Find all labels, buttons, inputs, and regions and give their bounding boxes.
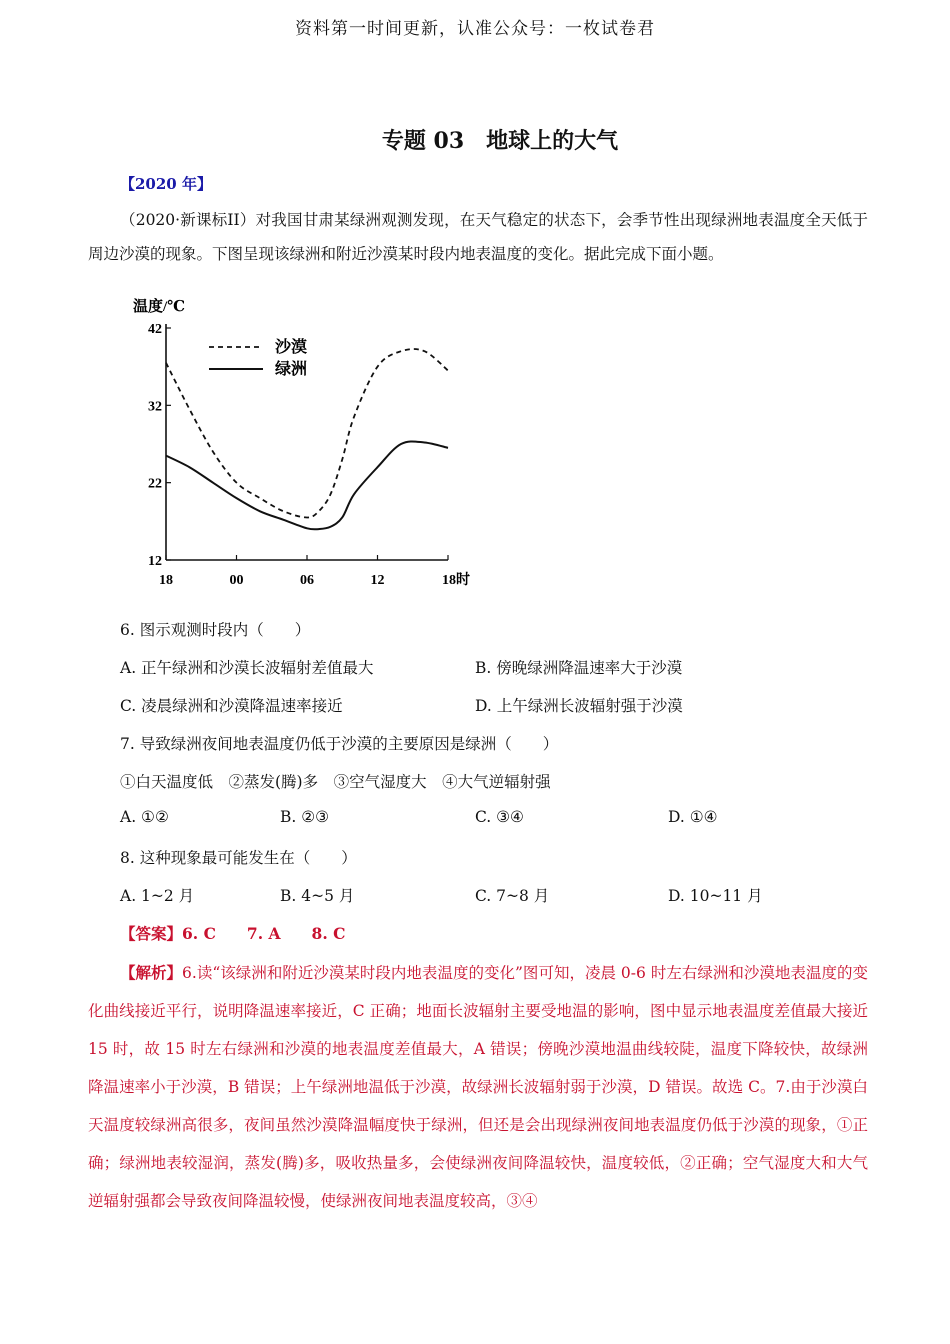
q6-option-c: C. 凌晨绿洲和沙漠降温速率接近	[120, 697, 343, 715]
q7-option-a: A. ①②	[120, 808, 169, 826]
q6-option-d: D. 上午绿洲长波辐射强于沙漠	[475, 697, 683, 715]
q8-option-c: C. 7~8 月	[475, 887, 550, 905]
x-tick-label: 06	[300, 573, 314, 588]
analysis-paragraph	[88, 954, 868, 1220]
y-tick-label: 32	[148, 399, 162, 415]
page-title: 专题 03 地球上的大气	[381, 128, 619, 154]
question-6-stem: 6. 图示观测时段内（ ）	[120, 621, 311, 639]
x-tick-label: 00	[229, 573, 244, 588]
q7-option-d: D. ①④	[668, 808, 718, 826]
q8-option-b: B. 4~5 月	[280, 887, 355, 905]
answer-text: 6. C 7. A 8. C	[182, 924, 346, 943]
q6-option-b: B. 傍晚绿洲降温速率大于沙漠	[475, 659, 683, 677]
analysis-text: 6.读“该绿洲和附近沙漠某时段内地表温度的变化”图可知，凌晨 0-6 时左右绿洲和沙漠地表温度的变化曲线接近平行，说明降温速率接近，C 正确；地面长波辐射主要受地温的影响，图中显示地表温度差值最大接近 15 时，故 15 时左右绿洲和沙漠的地表温度差值最大，A 错误；傍晚沙漠地温曲线较陡，温度下降较快，故绿洲降温速率小于沙漠，B 错误；上午绿洲地温低于沙漠，故绿洲长波辐射弱于沙漠，D 错误。故选 C。7.由于沙漠白天温度较绿洲高很多，夜间虽然沙漠降温幅度快于绿洲，但还是会出现绿洲夜间地表温度仍低于沙漠的现象，①正确；绿洲地表较湿润，蒸发(腾)多，吸收热量多，会使绿洲夜间降温较快，温度较低，②正确；空气湿度大和大气逆辐射强都会导致夜间降温较慢，使绿洲夜间地表温度较高，③④	[88, 964, 868, 1210]
q7-items: ①白天温度低 ②蒸发(腾)多 ③空气湿度大 ④大气逆辐射强	[120, 773, 551, 791]
y-tick-label: 22	[148, 476, 162, 492]
year-tag: 【2020 年】	[120, 175, 212, 193]
q8-option-a: A. 1~2 月	[120, 887, 195, 905]
page-header: 资料第一时间更新，认准公众号：一枚试卷君	[295, 19, 655, 39]
question-7-stem: 7. 导致绿洲夜间地表温度仍低于沙漠的主要原因是绿洲（ ）	[120, 735, 559, 753]
q6-option-a: A. 正午绿洲和沙漠长波辐射差值最大	[120, 659, 374, 677]
intro-paragraph: （2020·新课标II）对我国甘肃某绿洲观测发现，在天气稳定的状态下，会季节性出现绿洲地表温度全天低于周边沙漠的现象。下图呈现该绿洲和附近沙漠某时段内地表温度的变化。据此完成下面小题。	[88, 211, 868, 263]
answer-line	[120, 922, 345, 944]
y-axis-label: 温度/℃	[133, 299, 186, 315]
y-tick-label: 12	[148, 554, 162, 569]
q8-option-d: D. 10~11 月	[668, 887, 763, 905]
question-8-stem: 8. 这种现象最可能发生在（ ）	[120, 849, 357, 867]
series-line-oasis	[166, 441, 448, 529]
chart-plot	[133, 297, 470, 588]
q7-option-c: C. ③④	[475, 808, 524, 826]
x-tick-label: 18时	[442, 573, 470, 588]
y-tick-label: 42	[148, 322, 162, 337]
temperature-chart	[125, 292, 485, 602]
answer-label: 【答案】	[120, 924, 183, 943]
legend-label: 沙漠	[275, 339, 308, 356]
legend-label: 绿洲	[275, 361, 308, 378]
q7-option-b: B. ②③	[280, 808, 330, 826]
x-tick-label: 18	[159, 573, 173, 588]
x-tick-label: 12	[370, 573, 385, 588]
analysis-label: 【解析】	[120, 963, 183, 982]
